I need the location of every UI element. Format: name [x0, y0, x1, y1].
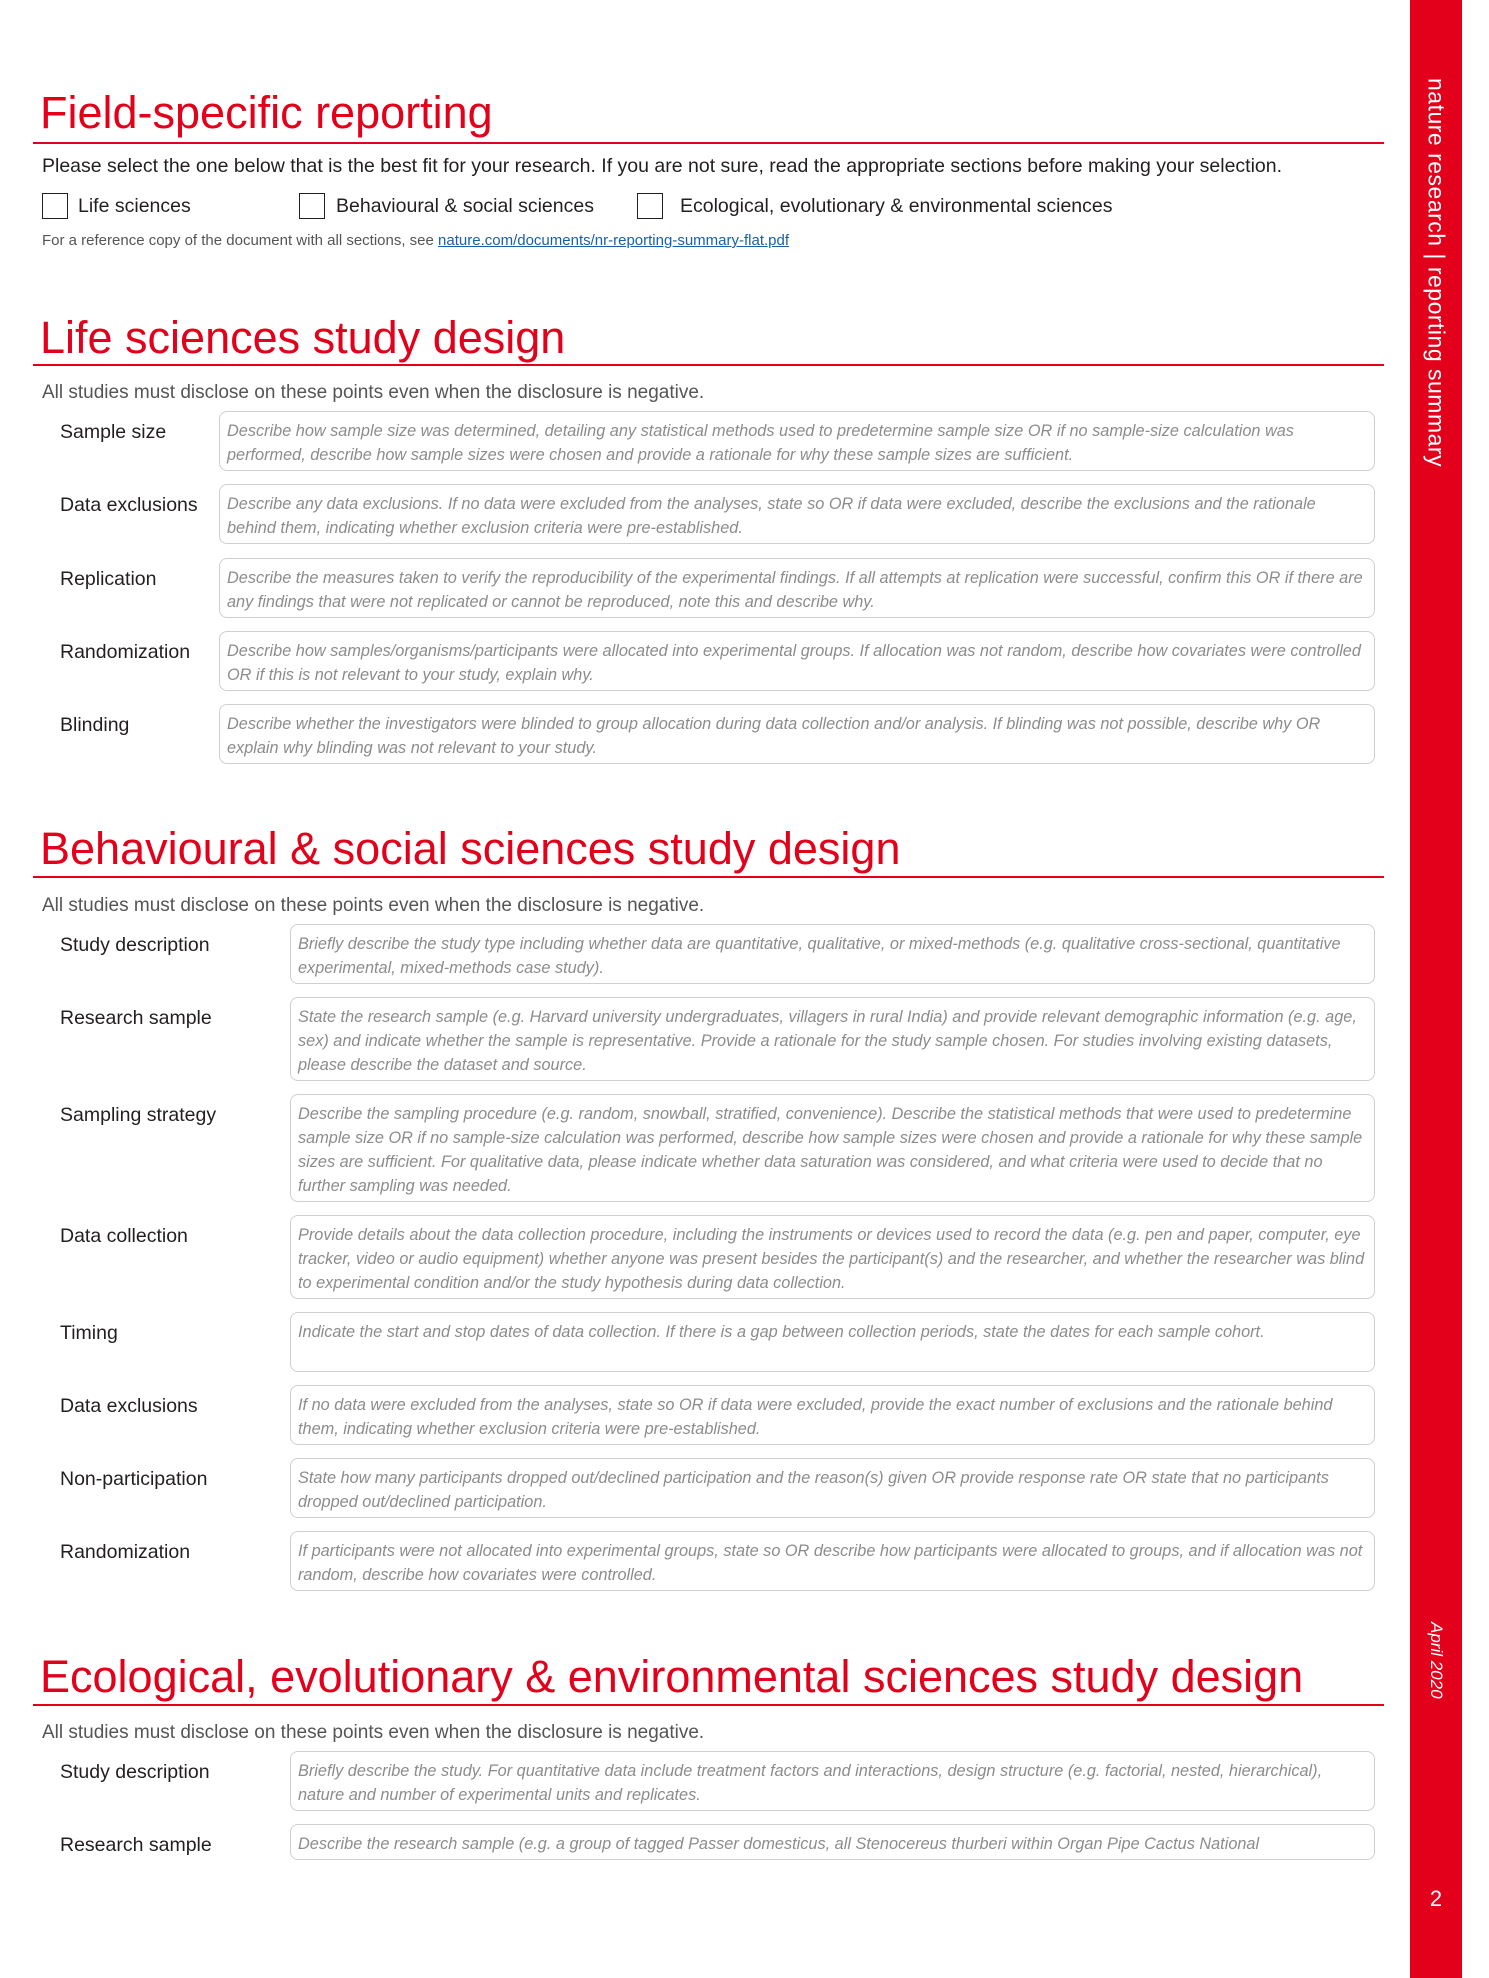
reference-note: [42, 232, 789, 249]
sampling-strategy-field[interactable]: Describe the sampling procedure (e.g. random, snowball, stratified, convenience). Describe the statistical methods that were used to predetermine sample size OR if no sample-size calculation was performed, describe how sample sizes were chosen and provide a rationale for why these sample sizes are sufficient. For qualitative data, please indicate whether data saturation was considered, and what criteria were used to decide that no further sampling was needed.: [290, 1094, 1375, 1202]
section-divider: [33, 142, 1384, 144]
blinding-label: Blinding: [60, 714, 130, 736]
page-number: 2: [1429, 1886, 1443, 1911]
research-sample-label: Research sample: [60, 1007, 212, 1029]
reference-link[interactable]: nature.com/documents/nr-reporting-summary-flat.pdf: [438, 232, 790, 249]
ecological-subtitle: All studies must disclose on these points even when the disclosure is negative.: [42, 1722, 705, 1743]
data-exclusions-field[interactable]: Describe any data exclusions. If no data were excluded from the analyses, state so OR if data were excluded, describe the exclusions and the rationale behind them, indicating whether exclusion criteria were pre-established.: [219, 484, 1375, 544]
data-exclusions-label: Data exclusions: [60, 1395, 198, 1417]
life-sciences-checkbox[interactable]: [42, 193, 68, 219]
behavioural-social-checkbox[interactable]: [299, 193, 325, 219]
life-sciences-subtitle: All studies must disclose on these points even when the disclosure is negative.: [42, 382, 705, 403]
randomization-label: Randomization: [60, 1541, 191, 1563]
sample-size-field[interactable]: Describe how sample size was determined, detailing any statistical methods used to predetermine sample size OR if no sample-size calculation was performed, describe how sample sizes were chosen and provide a rationale for why these sample sizes are sufficient.: [219, 411, 1375, 471]
journal-name: nature research | reporting summary: [1423, 78, 1450, 468]
study-description-field[interactable]: Briefly describe the study. For quantitative data include treatment factors and interactions, design structure (e.g. factorial, nested, hierarchical), nature and number of experimental units and replicates.: [290, 1751, 1375, 1811]
ecological-label: Ecological, evolutionary & environmental sciences: [680, 194, 1113, 217]
behavioural-social-label: Behavioural & social sciences: [336, 194, 594, 217]
field-specific-heading: Field-specific reporting: [40, 87, 493, 138]
section-divider: [33, 364, 1384, 366]
timing-label: Timing: [60, 1322, 118, 1344]
option-ecological[interactable]: [637, 192, 1112, 220]
study-description-label: Study description: [60, 1761, 210, 1783]
section-divider: [33, 1704, 1384, 1706]
randomization-field[interactable]: If participants were not allocated into experimental groups, state so OR describe how participants were allocated to groups, and if allocation was not random, describe how covariates were controlled.: [290, 1531, 1375, 1591]
randomization-field[interactable]: Describe how samples/organisms/participants were allocated into experimental groups. If allocation was not random, describe how covariates were controlled OR if this is not relevant to your study, explain why.: [219, 631, 1375, 691]
ecological-heading: Ecological, evolutionary & environmental sciences study design: [40, 1651, 1304, 1702]
timing-field[interactable]: Indicate the start and stop dates of data collection. If there is a gap between collection periods, state the dates for each sample cohort.: [290, 1312, 1375, 1372]
ecological-checkbox[interactable]: [637, 193, 663, 219]
reference-text: For a reference copy of the document with all sections, see: [42, 232, 439, 249]
option-life-sciences[interactable]: [42, 192, 191, 220]
life-sciences-heading: Life sciences study design: [40, 312, 566, 363]
study-description-field[interactable]: Briefly describe the study type including whether data are quantitative, qualitative, or mixed-methods (e.g. qualitative cross-sectional, quantitative experimental, mixed-methods case study).: [290, 924, 1375, 984]
sample-size-label: Sample size: [60, 421, 167, 443]
behavioural-subtitle: All studies must disclose on these points even when the disclosure is negative.: [42, 895, 705, 916]
non-participation-field[interactable]: State how many participants dropped out/declined participation and the reason(s) given OR provide response rate OR state that no participants dropped out/declined participation.: [290, 1458, 1375, 1518]
data-collection-field[interactable]: Provide details about the data collection procedure, including the instruments or devices used to record the data (e.g. pen and paper, computer, eye tracker, video or audio equipment) whether anyone was present besides the participant(s) and the researcher, and whether the researcher was blind to experimental condition and/or the study hypothesis during data collection.: [290, 1215, 1375, 1299]
option-behavioural-social[interactable]: [299, 192, 594, 220]
replication-field[interactable]: Describe the measures taken to verify the reproducibility of the experimental findings. If all attempts at replication were successful, confirm this OR if there are any findings that were not replicated or cannot be reproduced, note this and describe why.: [219, 558, 1375, 618]
data-collection-label: Data collection: [60, 1225, 188, 1247]
study-description-label: Study description: [60, 934, 210, 956]
data-exclusions-field[interactable]: If no data were excluded from the analyses, state so OR if data were excluded, provide the exact number of exclusions and the rationale behind them, indicating whether exclusion criteria were pre-established.: [290, 1385, 1375, 1445]
field-specific-intro: Please select the one below that is the best fit for your research. If you are not sure, read the appropriate sections before making your selection.: [42, 155, 1283, 177]
replication-label: Replication: [60, 568, 157, 590]
section-divider: [33, 876, 1384, 878]
sampling-strategy-label: Sampling strategy: [60, 1104, 217, 1126]
randomization-label: Randomization: [60, 641, 191, 663]
life-sciences-label: Life sciences: [78, 194, 191, 217]
research-sample-label: Research sample: [60, 1834, 212, 1856]
data-exclusions-label: Data exclusions: [60, 494, 198, 516]
research-sample-field[interactable]: State the research sample (e.g. Harvard university undergraduates, villagers in rural India) and provide relevant demographic information (e.g. age, sex) and indicate whether the sample is representative. Provide a rationale for the study sample chosen. For studies involving existing datasets, please describe the dataset and source.: [290, 997, 1375, 1081]
issue-date: April 2020: [1427, 1622, 1446, 1699]
behavioural-heading: Behavioural & social sciences study design: [40, 823, 901, 874]
blinding-field[interactable]: Describe whether the investigators were blinded to group allocation during data collection and/or analysis. If blinding was not possible, describe why OR explain why blinding was not relevant to your study.: [219, 704, 1375, 764]
non-participation-label: Non-participation: [60, 1468, 208, 1490]
research-sample-field[interactable]: Describe the research sample (e.g. a group of tagged Passer domesticus, all Stenocereus thurberi within Organ Pipe Cactus National: [290, 1824, 1375, 1860]
